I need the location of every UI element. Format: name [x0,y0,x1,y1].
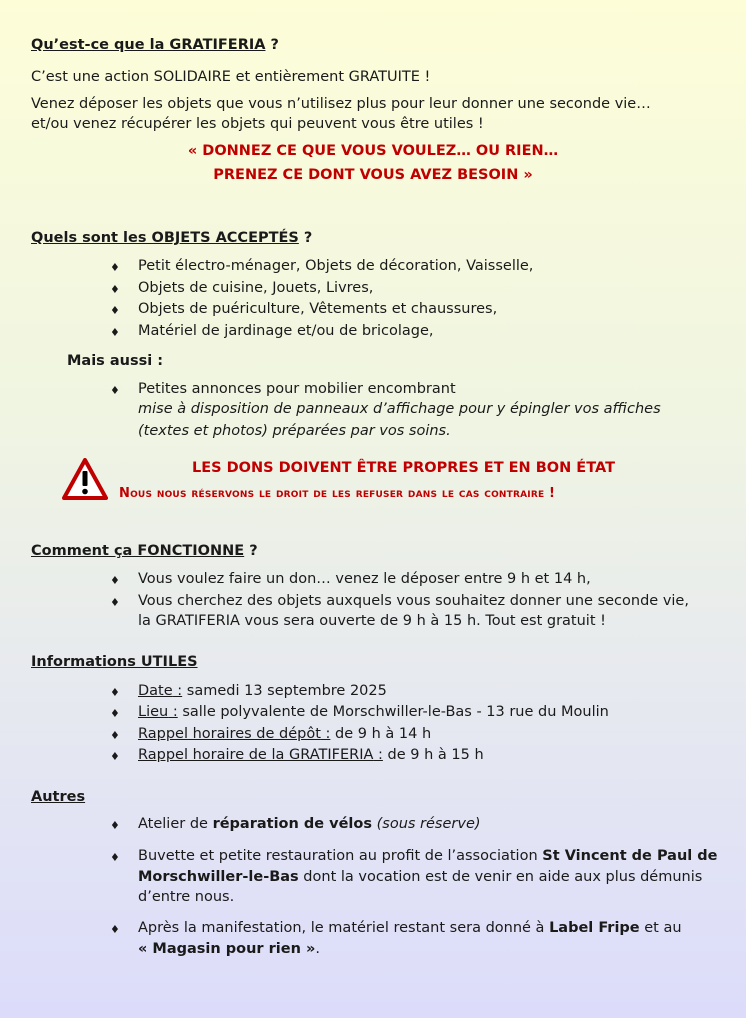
bullet-icon: ♦ [110,819,120,832]
info-row-place: Lieu : salle polyvalente de Morschwiller-le-Bas - 13 rue du Moulin [138,704,609,720]
list-item: Vous cherchez des objets auxquels vous souhaitez donner une seconde vie, [138,593,689,609]
bullet-icon: ♦ [110,686,120,699]
list-item: « Magasin pour rien ». [138,941,320,957]
list-item: la GRATIFERIA vous sera ouverte de 9 h à 15 h. Tout est gratuit ! [138,613,606,629]
list-item: Petit électro-ménager, Objets de décoration, Vaisselle, [138,258,534,274]
list-item: Morschwiller-le-Bas dont la vocation est de venir en aide aux plus démunis [138,869,703,885]
list-item: Après la manifestation, le matériel restant sera donné à Label Fripe et au [138,920,682,936]
bullet-icon: ♦ [110,384,120,397]
warning-icon [62,458,108,500]
list-item: d’entre nous. [138,889,235,905]
bullet-icon: ♦ [110,261,120,274]
slogan-line: « DONNEZ CE QUE VOUS VOULEZ… OU RIEN… [187,143,559,159]
list-item: Buvette et petite restauration au profit de l’association St Vincent de Paul de [138,848,718,864]
warning-line: Nous nous réservons le droit de les refuser dans le cas contraire ! [119,486,556,501]
bullet-icon: ♦ [110,923,120,936]
list-item: Vous voulez faire un don… venez le déposer entre 9 h et 14 h, [138,571,591,587]
list-item: Objets de cuisine, Jouets, Livres, [138,280,374,296]
also-label: Mais aussi : [67,353,164,369]
info-row-deposit: Rappel horaires de dépôt : de 9 h à 14 h [138,726,432,742]
section-title-others: Autres [31,789,86,805]
intro-line: Venez déposer les objets que vous n’utilisez plus pour leur donner une seconde vie… [31,96,651,112]
list-item: Petites annonces pour mobilier encombrant [138,381,456,397]
bullet-icon: ♦ [110,750,120,763]
list-item: Objets de puériculture, Vêtements et chaussures, [138,301,498,317]
section-title-info: Informations UTILES [31,654,198,670]
info-row-date: Date : samedi 13 septembre 2025 [138,683,387,699]
list-item-note: (textes et photos) préparées par vos soins. [138,423,451,439]
intro-line: C’est une action SOLIDAIRE et entièrement GRATUITE ! [31,69,431,85]
info-row-hours: Rappel horaire de la GRATIFERIA : de 9 h à 15 h [138,747,484,763]
bullet-icon: ♦ [110,574,120,587]
bullet-icon: ♦ [110,707,120,720]
list-item: Atelier de réparation de vélos (sous réserve) [138,816,481,832]
list-item: Matériel de jardinage et/ou de bricolage, [138,323,434,339]
bullet-icon: ♦ [110,729,120,742]
list-item-note: mise à disposition de panneaux d’affichage pour y épingler vos affiches [138,401,661,417]
intro-line: et/ou venez récupérer les objets qui peuvent vous être utiles ! [31,116,484,132]
bullet-icon: ♦ [110,283,120,296]
section-title-objects: Quels sont les OBJETS ACCEPTÉS ? [31,230,313,246]
bullet-icon: ♦ [110,326,120,339]
bullet-icon: ♦ [110,596,120,609]
bullet-icon: ♦ [110,851,120,864]
section-title-gratiferia: Qu’est-ce que la GRATIFERIA ? [31,37,279,53]
bullet-icon: ♦ [110,304,120,317]
section-title-how: Comment ça FONCTIONNE ? [31,543,258,559]
slogan-line: PRENEZ CE DONT VOUS AVEZ BESOIN » [213,167,533,183]
warning-line: LES DONS DOIVENT ÊTRE PROPRES ET EN BON ÉTAT [192,460,615,476]
